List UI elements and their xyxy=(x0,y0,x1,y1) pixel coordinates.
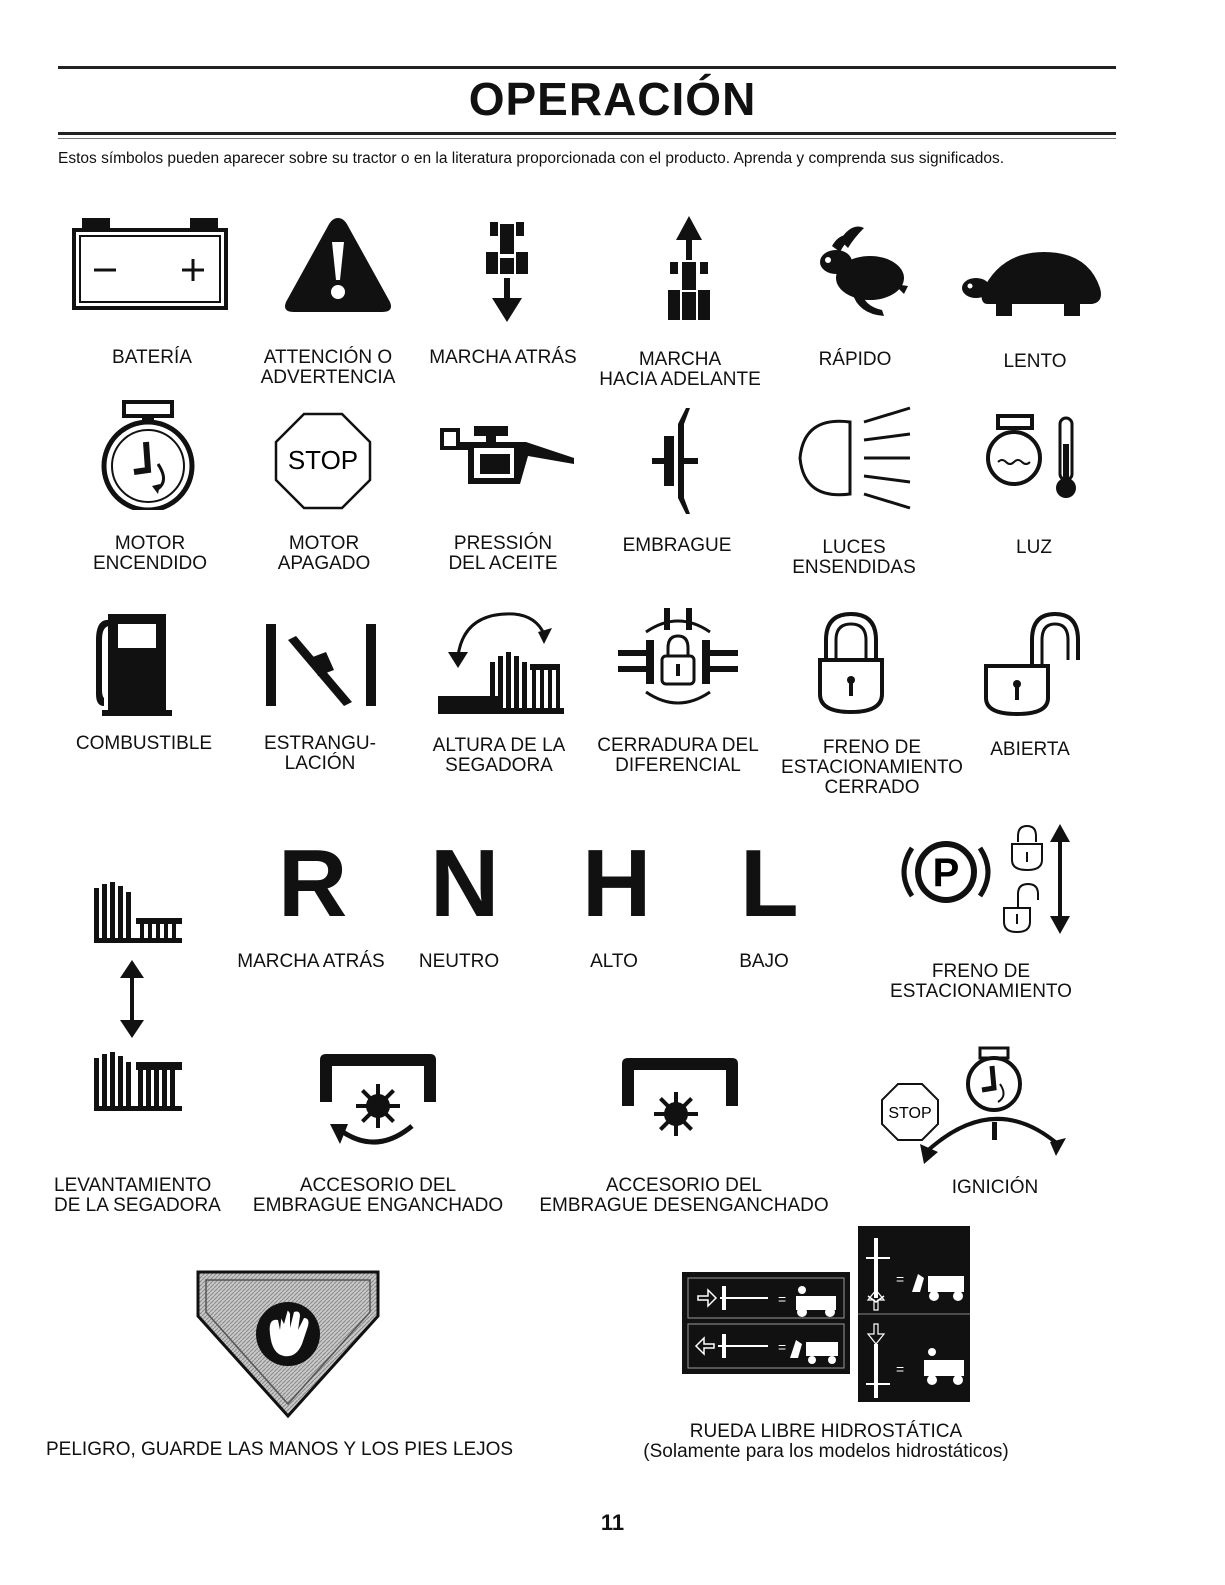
mower-raised-icon xyxy=(92,880,184,944)
label-presion-aceite: PRESSIÓN DEL ACEITE xyxy=(448,533,558,574)
reverse-tractor-icon xyxy=(482,218,532,326)
page-title: OPERACIÓN xyxy=(468,73,757,125)
forward-tractor-icon xyxy=(664,214,714,324)
parking-brake-icon xyxy=(892,822,1082,936)
gear-r-glyph: R xyxy=(278,830,348,937)
label-accesorio-desenganchado: ACCESORIO DEL EMBRAGUE DESENGANCHADO xyxy=(539,1175,829,1216)
label-n-neutro: NEUTRO xyxy=(418,951,500,972)
label-levantamiento: LEVANTAMIENTO DE LA SEGADORA xyxy=(54,1175,221,1216)
label-altura-segadora: ALTURA DE LA SEGADORA xyxy=(432,735,566,776)
label-bateria: BATERÍA xyxy=(112,347,192,368)
headlights-icon xyxy=(792,400,918,516)
label-freno-estacionamiento: FRENO DE ESTACIONAMIENTO xyxy=(890,961,1072,1002)
label-motor-encendido: MOTOR ENCENDIDO xyxy=(92,533,207,574)
gear-l-glyph: L xyxy=(740,830,799,937)
label-luces: LUCES ENSENDIDAS xyxy=(792,537,916,578)
battery-icon xyxy=(72,218,228,310)
label-marcha-atras: MARCHA ATRÁS xyxy=(429,347,577,368)
label-h-alto: ALTO xyxy=(590,951,638,972)
up-down-arrow-icon xyxy=(116,958,148,1040)
padlock-closed-icon xyxy=(816,610,886,716)
label-rueda-libre: RUEDA LIBRE HIDROSTÁTICA (Solamente para los modelos hidrostáticos) xyxy=(643,1421,1009,1462)
label-embrague: EMBRAGUE xyxy=(622,535,732,556)
label-marcha-adelante: MARCHA HACIA ADELANTE xyxy=(599,349,761,390)
svg-text:P: P xyxy=(932,851,960,895)
differential-lock-icon xyxy=(616,606,740,718)
intro-text: Estos símbolos pueden aparecer sobre su tractor o en la literatura proporcionada con el producto. Aprenda y comprenda sus significados. xyxy=(58,150,1005,167)
fuel-pump-icon xyxy=(92,610,172,716)
label-peligro: PELIGRO, GUARDE LAS MANOS Y LOS PIES LEJOS xyxy=(46,1439,514,1460)
mower-lowered-icon xyxy=(92,1050,184,1112)
oil-can-icon xyxy=(440,424,580,490)
pto-disengaged-icon xyxy=(618,1056,742,1140)
pto-engaged-icon xyxy=(316,1052,440,1152)
top-rule xyxy=(58,66,1116,69)
turtle-slow-icon xyxy=(960,248,1110,320)
padlock-open-icon xyxy=(982,610,1082,718)
svg-text:=: = xyxy=(778,1339,787,1355)
label-ignicion: IGNICIÓN xyxy=(951,1177,1039,1198)
svg-text:STOP: STOP xyxy=(287,445,359,475)
label-r-marcha-atras: MARCHA ATRÁS xyxy=(237,951,385,972)
label-combustible: COMBUSTIBLE xyxy=(75,733,213,754)
title-rule-thin xyxy=(58,138,1116,139)
stop-sign-icon xyxy=(274,412,372,510)
svg-text:=: = xyxy=(778,1291,787,1307)
mower-height-icon xyxy=(434,604,564,718)
svg-text:STOP: STOP xyxy=(888,1105,932,1122)
page-number: 11 xyxy=(600,1510,625,1535)
label-l-bajo: BAJO xyxy=(739,951,789,972)
choke-icon xyxy=(262,622,380,708)
title-rule xyxy=(58,132,1116,135)
temperature-icon xyxy=(984,414,1084,502)
label-motor-apagado: MOTOR APAGADO xyxy=(277,533,371,574)
label-luz: LUZ xyxy=(1016,537,1052,558)
label-freno-cerrado: FRENO DE ESTACIONAMIENTO CERRADO xyxy=(781,737,963,798)
ignition-icon xyxy=(880,1044,1072,1166)
engine-start-icon xyxy=(98,398,198,510)
svg-text:=: = xyxy=(896,1271,905,1287)
gear-h-glyph: H xyxy=(582,830,652,937)
hydrostatic-freewheel-icon xyxy=(678,1224,974,1404)
label-accesorio-enganchado: ACCESORIO DEL EMBRAGUE ENGANCHADO xyxy=(252,1175,504,1216)
label-lento: LENTO xyxy=(1003,351,1067,372)
label-abierta: ABIERTA xyxy=(990,739,1070,760)
label-cerradura-diferencial: CERRADURA DEL DIFERENCIAL xyxy=(597,735,759,776)
svg-text:=: = xyxy=(896,1361,905,1377)
danger-hand-icon xyxy=(194,1268,382,1420)
rabbit-fast-icon xyxy=(800,222,912,322)
clutch-icon xyxy=(650,406,702,516)
label-estrangulacion: ESTRANGU- LACIÓN xyxy=(264,733,376,774)
gear-n-glyph: N xyxy=(430,830,500,937)
label-atencion: ATTENCIÓN O ADVERTENCIA xyxy=(260,347,396,388)
warning-triangle-icon xyxy=(282,214,394,314)
label-rapido: RÁPIDO xyxy=(818,349,892,370)
